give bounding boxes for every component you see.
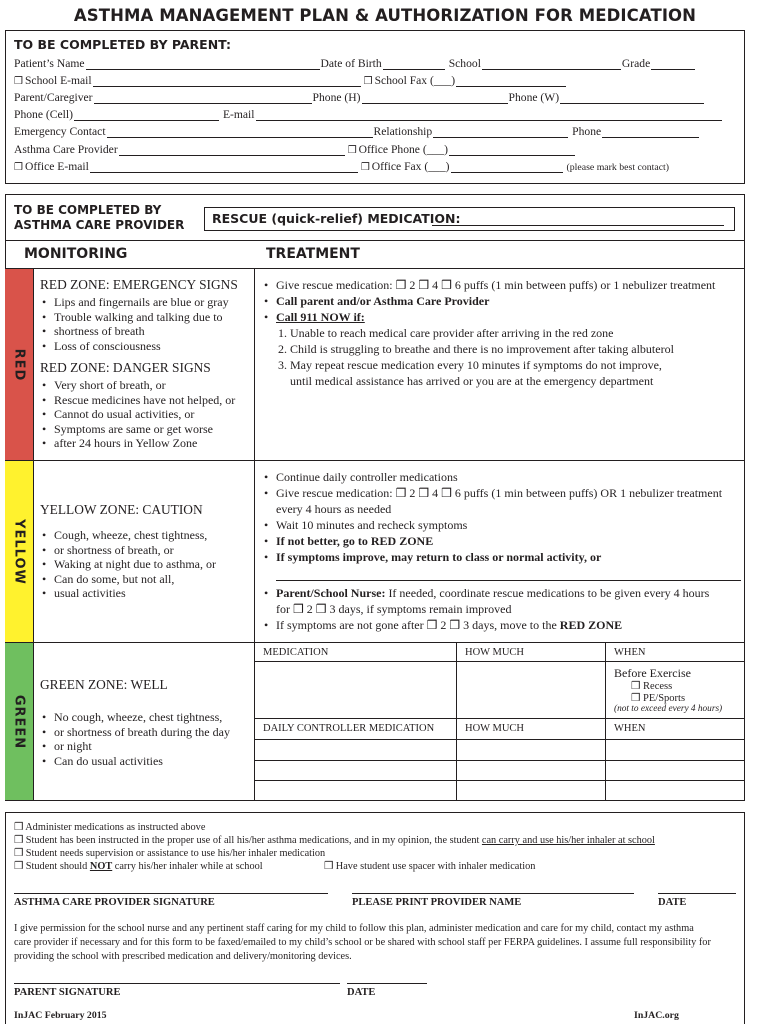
rescue-medication-label: RESCUE (quick-relief) MEDICATION: [212,211,461,226]
list-item [262,533,722,549]
please-mark-note: (please mark best contact) [566,162,670,173]
parent-caregiver-label: Parent/Caregiver [14,91,93,104]
recess-checkbox[interactable]: ❒ Recess [631,681,673,692]
parent-row [14,91,705,104]
pe-sports-checkbox[interactable]: ❒ PE/Sports [631,693,686,704]
phone-field[interactable] [602,128,699,138]
permission-paragraph [14,922,711,964]
list-item [262,585,709,601]
patient-row [14,57,696,70]
list-item: • Loss of consciousness [40,339,229,354]
provider-row [14,143,576,156]
list-item-text: after 24 hours in Yellow Zone [54,436,198,451]
list-item [40,739,230,754]
school-fax-field[interactable] [456,77,566,87]
permission-line: providing the school with prescribed medication and delivery/monitoring devices. [14,951,352,962]
list-item: • Continue daily controller medications [262,469,722,485]
not-carry-text: ❒ Student should [14,861,90,872]
phone-cell-field[interactable] [74,111,219,121]
list-item: • Cough, wheeze, chest tightness, [40,528,216,543]
table-col-rule [456,642,457,800]
list-item [40,436,235,451]
how-much-col-header-2: HOW MUCH [465,723,525,734]
when-col-header: WHEN [614,647,646,658]
list-item-text: RED ZONE [559,618,623,632]
monitoring-header: MONITORING [24,246,128,262]
list-item-text: usual activities [54,586,126,601]
patients-name-label: Patient’s Name [14,57,85,70]
monitoring-treatment-divider [254,268,255,800]
medication-col-header: MEDICATION [263,647,329,658]
list-item [40,725,230,740]
provider-date-label: DATE [658,897,687,908]
list-item: • Cannot do usual activities, or [40,407,235,422]
footer-right: InJAC.org [634,1010,679,1021]
parent-signature-field[interactable] [14,983,340,984]
office-email-field[interactable] [90,163,358,173]
treatment-header: TREATMENT [266,246,360,262]
spacer-checkbox[interactable]: ❒ Have student use spacer with inhaler medication [324,861,536,872]
grade-label: Grade [621,57,651,70]
red-treatment-list [262,277,715,389]
green-title: GREEN ZONE: WELL [40,677,168,692]
list-item: • Very short of breath, or [40,378,235,393]
green-list [40,710,230,768]
list-item: every 4 hours as needed [276,502,392,516]
monitoring-header-bottom-rule [5,268,745,269]
rescue-medication-field[interactable] [432,225,724,226]
list-item [262,293,715,309]
list-item [40,543,216,558]
when-col-header-2: WHEN [614,723,646,734]
yellow-title: YELLOW ZONE: CAUTION [40,502,203,517]
list-item-text: Parent/School Nurse: [276,586,386,600]
list-item: until medical assistance has arrived or you are at the emergency department [290,374,654,388]
table-row-rule [254,739,745,740]
list-item: • Symptoms are same or get worse [40,422,235,437]
before-exercise-label: Before Exercise [614,666,691,680]
grade-field[interactable] [651,60,695,70]
red-danger-title: RED ZONE: DANGER SIGNS [40,360,211,375]
not-carry-text-2: carry his/her inhaler while at school [112,861,263,872]
provider-header-line1: TO BE COMPLETED BY [14,203,162,217]
school-contact-row [14,74,567,87]
not-exceed-note: (not to exceed every 4 hours) [614,704,723,714]
list-item: • Wait 10 minutes and recheck symptoms [262,517,722,533]
office-fax-checkbox[interactable]: ❒ [360,162,370,173]
red-emergency-list [40,295,229,353]
list-item: 2. Child is struggling to breathe and there is no improvement after taking albuterol [278,342,674,356]
list-item [262,549,722,565]
carry-inhaler-emphasis: can carry and use his/her inhaler at school [481,835,655,846]
yellow-list [40,528,216,601]
list-item: • Give rescue medication: ❒ 2 ❒ 4 ❒ 6 puffs (1 min between puffs) or 1 nebulizer treatment [262,277,715,293]
permission-line: I give permission for the school nurse and any pertinent staff caring for my child to follow this plan, administer medication and care for my child, contact my asthma [14,923,694,934]
how-much-col-header: HOW MUCH [465,647,525,658]
zone-bar-divider [33,268,34,800]
school-email-checkbox[interactable]: ❒ [14,76,23,87]
supervision-checkbox[interactable]: ❒ Student needs supervision or assistance to use his/her inhaler medication [14,848,326,859]
parent-date-label: DATE [347,987,376,998]
list-item-text: or night [54,739,92,754]
list-item: • Can do some, but not all, [40,572,216,587]
date-of-birth-label: Date of Birth [320,57,382,70]
parent-section-header: TO BE COMPLETED BY PARENT: [14,37,232,52]
office-fax-label: Office Fax (___) [371,160,450,173]
yellow-treatment-list-2 [262,585,709,633]
school-fax-label: School Fax (___) [374,74,456,87]
email-field[interactable] [256,111,722,121]
phone-h-label: Phone (H) [312,91,361,104]
school-label: School [448,57,481,70]
office-phone-label: Office Phone (___) [358,143,448,156]
office-phone-field[interactable] [449,146,575,156]
green-zone-label: GREEN [11,694,27,749]
list-item: • Give rescue medication: ❒ 2 ❒ 4 ❒ 6 puffs (1 min between puffs) OR 1 nebulizer treatment [262,485,722,501]
office-phone-checkbox[interactable]: ❒ [347,145,357,156]
emergency-row [14,125,700,138]
list-item-text: shortness of breath [54,324,145,339]
email-label: E-mail [222,108,255,121]
list-item: 1. Unable to reach medical care provider after arriving in the red zone [278,326,614,340]
monitoring-header-top-rule [5,240,745,241]
list-item-text: Call 911 NOW if: [276,310,365,324]
footer-left: InJAC February 2015 [14,1010,107,1021]
provider-signature-label: ASTHMA CARE PROVIDER SIGNATURE [14,897,215,908]
not-carry-emphasis: NOT [89,861,113,872]
yellow-zone-bar [5,461,33,642]
list-item [40,586,216,601]
carry-inhaler-text: ❒ Student has been instructed in the proper use of all his/her asthma medications, and in my opinion, the student [14,835,482,846]
yellow-treatment-list [262,469,722,565]
school-email-field[interactable] [93,77,361,87]
asthma-care-provider-label: Asthma Care Provider [14,143,118,156]
administer-checkbox[interactable]: ❒ Administer medications as instructed above [14,822,206,833]
office-fax-field[interactable] [451,163,563,173]
list-item: • Trouble walking and talking due to [40,310,229,325]
parent-signature-label: PARENT SIGNATURE [14,987,121,998]
school-field[interactable] [482,60,621,70]
red-zone-bar [5,269,33,460]
provider-signature-field[interactable] [14,893,328,894]
list-item: • Lips and fingernails are blue or gray [40,295,229,310]
page-title: ASTHMA MANAGEMENT PLAN & AUTHORIZATION FOR MEDICATION [73,6,697,25]
list-item: • Rescue medicines have not helped, or [40,393,235,408]
green-zone-bar [5,643,33,800]
cell-row [14,108,723,121]
list-item-text: If symptoms are not gone after ❒ 2 ❒ 3 days, move to the [276,618,560,632]
table-row-rule [254,760,745,761]
parent-date-field[interactable] [347,983,427,984]
yellow-return-field[interactable] [276,580,741,581]
office-email-label: Office E-mail [24,160,89,173]
patients-name-field[interactable] [86,60,320,70]
phone-cell-label: Phone (Cell) [14,108,73,121]
date-of-birth-field[interactable] [383,60,445,70]
parent-caregiver-field[interactable] [94,94,312,104]
list-item-text: If not better, go to RED ZONE [276,534,434,548]
phone-w-label: Phone (W) [508,91,560,104]
list-item: 3. May repeat rescue medication every 10 minutes if symptoms do not improve, [278,358,662,372]
red-danger-list [40,378,235,451]
yellow-zone-label: YELLOW [11,518,27,585]
list-item [262,617,709,633]
table-row-rule [254,718,745,719]
print-provider-name-field[interactable] [352,893,634,894]
not-carry-checkbox[interactable] [14,860,263,872]
print-provider-name-label: PLEASE PRINT PROVIDER NAME [352,897,522,908]
carry-inhaler-checkbox[interactable] [14,834,655,846]
red-emergency-title: RED ZONE: EMERGENCY SIGNS [40,277,238,292]
provider-date-field[interactable] [658,893,736,894]
list-item-text: or shortness of breath during the day [54,724,230,739]
provider-header-line2: ASTHMA CARE PROVIDER [14,218,185,232]
office-email-checkbox[interactable]: ❒ [14,162,23,173]
list-item [40,324,229,339]
phone-h-field[interactable] [362,94,508,104]
list-item-text: If symptoms improve, may return to class or normal activity, or [276,550,602,564]
yellow-green-divider [5,642,745,643]
office-row [14,160,669,173]
list-item: • No cough, wheeze, chest tightness, [40,710,230,725]
list-item-text: or shortness of breath, or [54,542,174,557]
relationship-field[interactable] [433,128,568,138]
permission-line: care provider if necessary and for this form to be faxed/emailed to my child’s school or be shared with school staff per FERPA guidelines. I assume full responsibility for [14,937,711,948]
school-fax-checkbox[interactable]: ❒ [363,76,373,87]
asthma-care-provider-field[interactable] [119,146,345,156]
red-zone-label: RED [11,348,27,381]
list-item: for ❒ 2 ❒ 3 days, if symptoms remain improved [276,602,512,616]
list-item: • Can do usual activities [40,754,230,769]
table-row-rule [254,661,745,662]
list-item: • Waking at night due to asthma, or [40,557,216,572]
table-col-rule [605,642,606,800]
list-item [262,309,715,325]
phone-w-field[interactable] [560,94,704,104]
list-item-text: If needed, coordinate rescue medications to be given every 4 hours [385,586,710,600]
emergency-contact-label: Emergency Contact [14,125,106,138]
emergency-contact-field[interactable] [107,128,373,138]
authorization-right-rule [744,812,745,1024]
table-row-rule [254,780,745,781]
daily-controller-col-header: DAILY CONTROLLER MEDICATION [263,723,435,734]
relationship-label: Relationship [373,125,433,138]
phone-label: Phone [572,125,602,138]
school-email-label: School E-mail [24,74,92,87]
red-yellow-divider [5,460,745,461]
list-item-text: Call parent and/or Asthma Care Provider [276,294,490,308]
